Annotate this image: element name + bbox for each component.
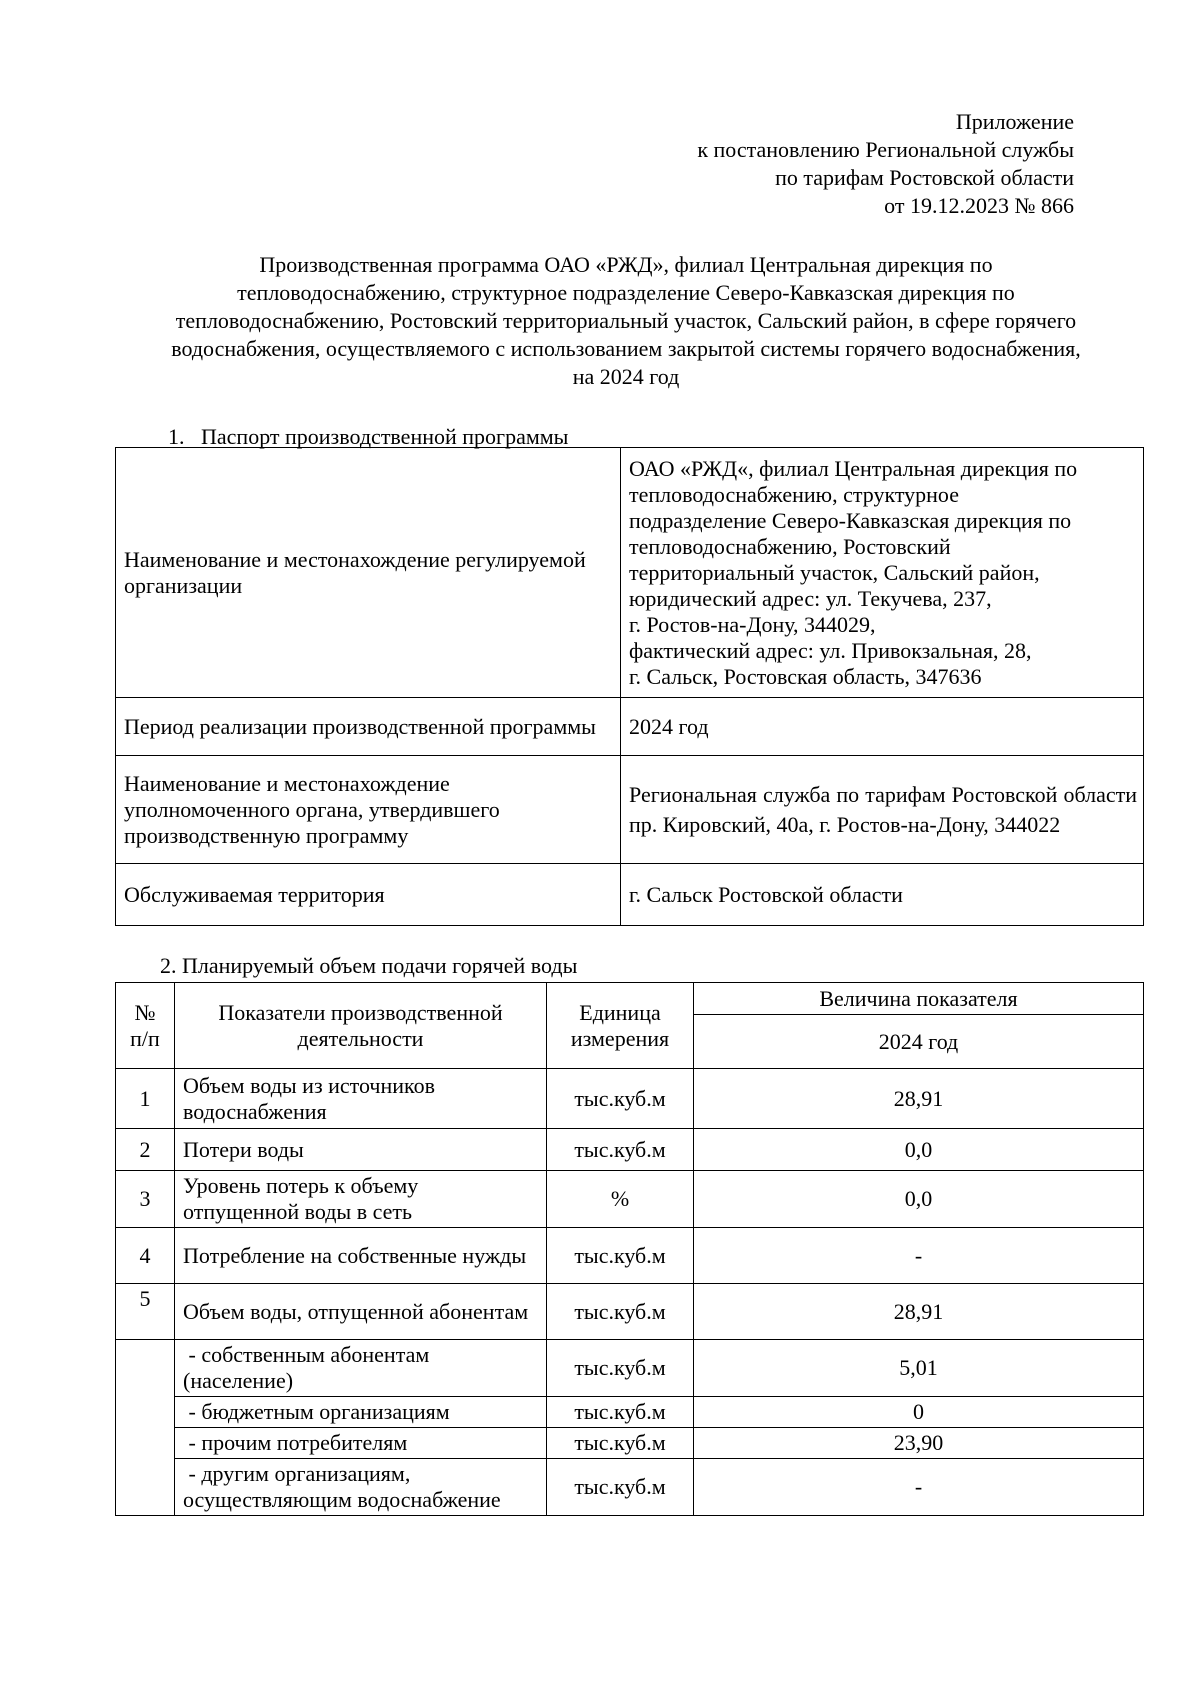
row-value: 0,0 [694,1171,1144,1228]
title-line: на 2024 год [572,364,680,389]
table-row [116,698,1144,756]
value-line: юридический адрес: ул. Текучева, 237, [629,585,992,611]
row-unit: тыс.куб.м [547,1069,694,1129]
subrow-value: 5,01 [694,1340,1144,1397]
value-line: тепловодоснабжению, структурное [629,481,959,507]
row-unit: тыс.куб.м [547,1284,694,1340]
subrow-value: 23,90 [694,1428,1144,1459]
document-title [115,251,1137,391]
table-row [116,1228,1144,1284]
table-cell-value: Региональная служба по тарифам Ростовской области пр. Кировский, 40а, г. Ростов-на-Дону, 344022 [621,756,1144,864]
table-cell-label: Наименование и местонахождение регулируемой организации [116,448,621,698]
row-num: 3 [116,1171,175,1228]
row-num: 2 [116,1129,175,1171]
header-value: Величина показателя [694,983,1144,1015]
table-subrow [116,1459,1144,1516]
table-subrow [116,1397,1144,1428]
appendix-line: к постановлению Региональной службы [697,137,1074,162]
table-cell-value: г. Сальск Ростовской области [621,864,1144,926]
value-line: тепловодоснабжению, Ростовский [629,533,951,559]
table-cell-value: 2024 год [621,698,1144,756]
title-line: водоснабжения, осуществляемого с использованием закрытой системы горячего водоснабжения, [171,336,1081,361]
subrow-unit: тыс.куб.м [547,1397,694,1428]
volume-heading: 2. Планируемый объем подачи горячей воды [160,953,578,978]
subrow-value: 0 [694,1397,1144,1428]
header-year: 2024 год [694,1015,1144,1069]
subrow-unit: тыс.куб.м [547,1459,694,1516]
row-value: 28,91 [694,1069,1144,1129]
appendix-line: Приложение [955,109,1074,134]
row-unit: тыс.куб.м [547,1129,694,1171]
row-name: Потери воды [175,1129,547,1171]
table-row [116,1284,1144,1340]
subrow-name: - собственным абонентам (население) [175,1340,547,1397]
header-num: № п/п [116,983,175,1069]
row-name: Объем воды из источников водоснабжения [175,1069,547,1129]
table-cell-label: Обслуживаемая территория [116,864,621,926]
row-name: Потребление на собственные нужды [175,1228,547,1284]
volume-table [115,982,1144,1516]
value-line: г. Сальск, Ростовская область, 347636 [629,663,982,689]
row-value: - [694,1228,1144,1284]
header-indicator: Показатели производственной деятельности [175,983,547,1069]
title-line: тепловодоснабжению, структурное подразделение Северо-Кавказская дирекция по [237,280,1015,305]
row-num: 1 [116,1069,175,1129]
header-unit: Единица измерения [547,983,694,1069]
row-num: 5 [116,1284,175,1340]
table-row [116,1069,1144,1129]
title-line: тепловодоснабжению, Ростовский территориальный участок, Сальский район, в сфере горячего [175,308,1077,333]
passport-table [115,447,1144,926]
subrow-unit: тыс.куб.м [547,1340,694,1397]
table-header-row [116,983,1144,1015]
value-line: подразделение Северо-Кавказская дирекция по [629,507,1072,533]
table-subrow [116,1428,1144,1459]
subrow-name: - прочим потребителям [175,1428,547,1459]
table-subrow [116,1340,1144,1397]
empty-num-cell [116,1340,175,1516]
table-row [116,448,1144,698]
table-cell-label: Период реализации производственной программы [116,698,621,756]
row-unit: тыс.куб.м [547,1228,694,1284]
subrow-name: - бюджетным организациям [175,1397,547,1428]
table-cell-label: Наименование и местонахождение уполномоченного органа, утвердившего производственную программу [116,756,621,864]
value-line: г. Ростов-на-Дону, 344029, [629,611,876,637]
row-name: Уровень потерь к объему отпущенной воды в сеть [175,1171,547,1228]
row-num: 4 [116,1228,175,1284]
row-value: 28,91 [694,1284,1144,1340]
subrow-unit: тыс.куб.м [547,1428,694,1459]
appendix-block [514,108,1074,220]
value-line: фактический адрес: ул. Привокзальная, 28, [629,637,1032,663]
subrow-name: - другим организациям, осуществляющим водоснабжение [175,1459,547,1516]
table-row [116,756,1144,864]
subrow-value: - [694,1459,1144,1516]
table-row [116,1171,1144,1228]
appendix-line: по тарифам Ростовской области [775,165,1074,190]
value-line: территориальный участок, Сальский район, [629,559,1040,585]
appendix-line: от 19.12.2023 № 866 [884,193,1074,218]
row-name: Объем воды, отпущенной абонентам [175,1284,547,1340]
row-unit: % [547,1171,694,1228]
title-line: Производственная программа ОАО «РЖД», филиал Центральная дирекция по [259,252,993,277]
passport-heading: 1. Паспорт производственной программы [168,424,569,449]
table-row [116,864,1144,926]
table-cell-value [621,448,1144,698]
row-value: 0,0 [694,1129,1144,1171]
table-row [116,1129,1144,1171]
value-line: ОАО «РЖД«, филиал Центральная дирекция по [629,455,1078,481]
